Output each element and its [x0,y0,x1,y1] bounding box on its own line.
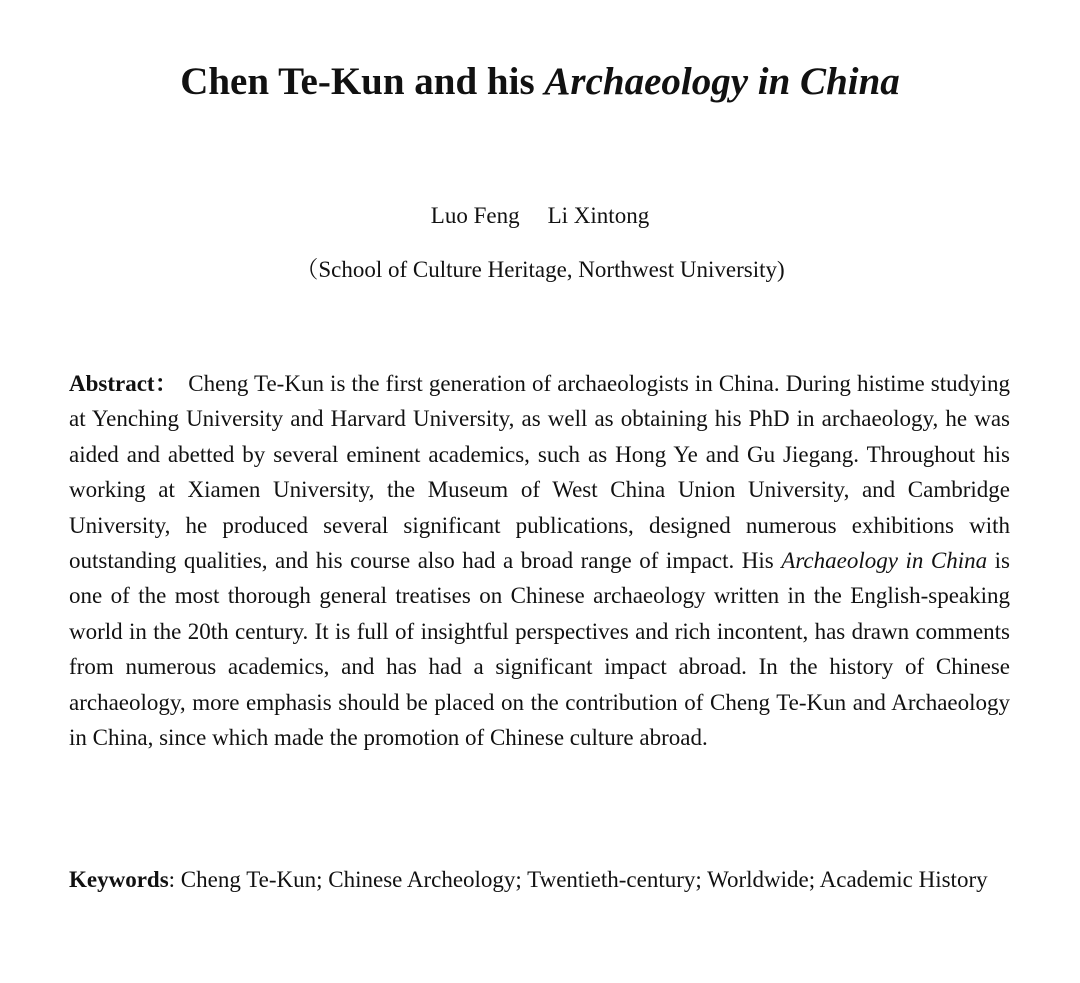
author-affiliation: （School of Culture Heritage, Northwest University) [295,257,785,282]
keywords-label: Keywords [69,867,169,892]
abstract-paragraph [69,366,1010,755]
abstract-label: Abstract： [69,371,179,396]
keywords-paragraph [69,862,1010,897]
title-italic: Archaeology in China [544,60,900,103]
abstract-text-before-italic: Cheng Te-Kun is the first generation of archaeologists in China. During histime studying at Yenching University and Harvard University, as well as obtaining his PhD in archaeology, he was aided and abetted by several eminent academics, such as Hong Ye and Gu Jiegang. Throughout his working at Xiamen University, the Museum of West China Union University, and Cambridge University, he produced several significant publications, designed numerous exhibitions with outstanding qualities, and his course also had a broad range of impact. His [69,371,1010,574]
keywords-text: : Cheng Te-Kun; Chinese Archeology; Twentieth-century; Worldwide; Academic History [168,867,988,892]
title-plain: Chen Te-Kun and his [180,60,545,103]
abstract-italic-title: Archaeology in China [781,548,988,574]
author-name: Li Xintong [547,203,650,228]
paper-title [0,58,1080,106]
author-name: Luo Feng [430,203,520,228]
author-list [0,200,1080,232]
abstract-text-after-italic: is one of the most thorough general treatises on Chinese archaeology written in the English-speaking world in the 20th century. It is full of insightful perspectives and rich incontent, has drawn comments from numerous academics, and has had a significant impact abroad. In the history of Chinese archaeology, more emphasis should be placed on the contribution of Cheng Te-Kun and Archaeology in China, since which made the promotion of Chinese culture abroad. [69,548,1010,751]
